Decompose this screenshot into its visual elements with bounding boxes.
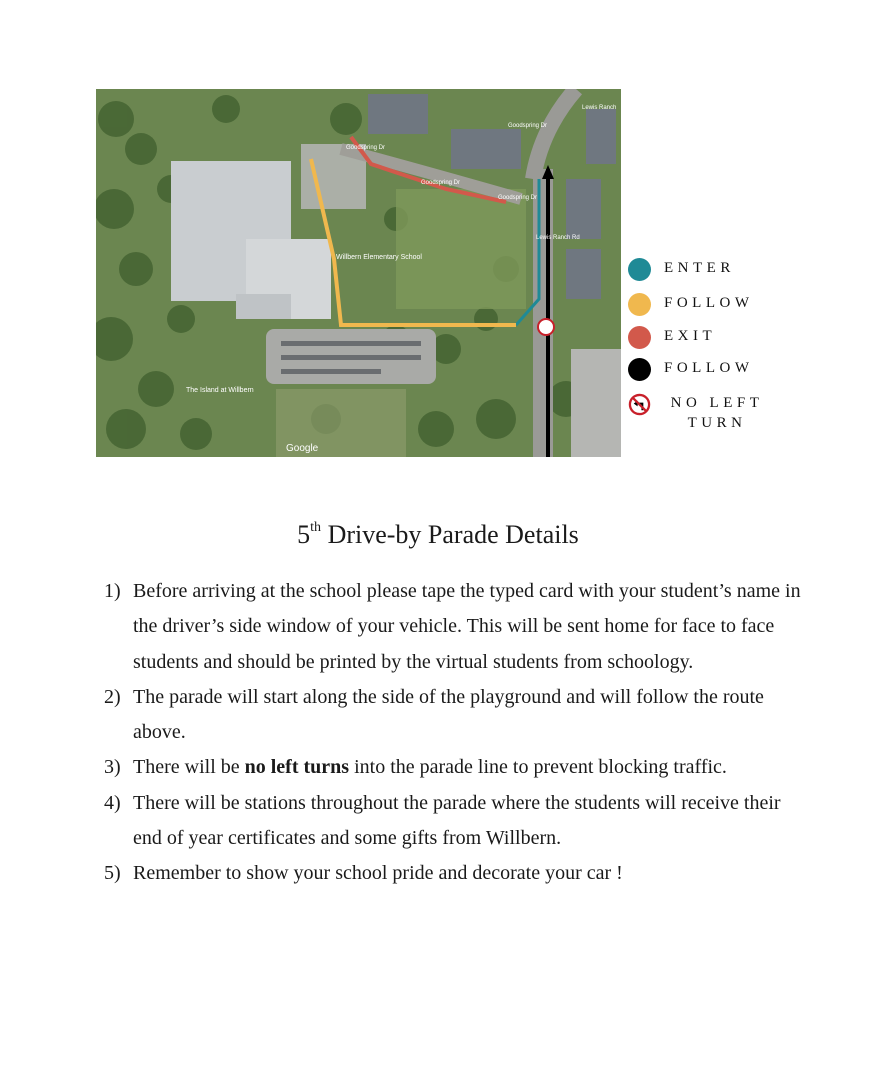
details-list <box>104 574 804 892</box>
legend-label: ENTER <box>664 260 735 276</box>
google-watermark: Google <box>286 443 319 454</box>
list-item <box>104 680 804 751</box>
title-number: 5 <box>297 520 311 549</box>
legend-label-line2: TURN <box>687 415 747 431</box>
legend-item-no-left-turn <box>628 393 777 433</box>
list-text: There will be stations throughout the parade where the students will receive their end of year certificates and some gifts from Willbern. <box>133 791 781 850</box>
list-text: The parade will start along the side of the playground and will follow the route above. <box>133 685 764 744</box>
street-label: Goodspring Dr <box>498 195 538 201</box>
legend-label: FOLLOW <box>664 360 754 376</box>
street-label: Lewis Ranch Rd <box>536 235 580 241</box>
page-title <box>0 520 876 550</box>
legend-label <box>657 393 777 433</box>
list-item <box>104 786 804 857</box>
list-text: Before arriving at the school please tape the typed card with your student’s name in the driver’s side window of your vehicle. This will be sent home for face to face students and should be printed by the virtual students from schoology. <box>133 580 801 673</box>
yellow-dot-icon <box>628 293 651 316</box>
list-item <box>104 574 804 680</box>
legend-item-follow <box>628 293 754 316</box>
list-item <box>104 856 804 891</box>
street-label: Lewis Ranch <box>582 105 617 111</box>
no-left-turns-emphasis: no left turns <box>244 756 350 779</box>
list-number: 2) <box>104 685 121 708</box>
no-left-turn-icon <box>628 393 651 421</box>
school-map-label: Willbern Elementary School <box>336 254 422 261</box>
list-text-part: into the parade line to prevent blocking traffic. <box>349 756 727 779</box>
list-item <box>104 750 804 785</box>
aerial-map <box>96 89 621 457</box>
title-text: Drive-by Parade Details <box>321 520 579 549</box>
title-superscript: th <box>310 520 322 536</box>
street-label: Goodspring Dr <box>346 145 386 151</box>
park-label: The Island at Willbern <box>186 387 254 394</box>
legend-item-exit <box>628 326 716 349</box>
list-number: 4) <box>104 791 121 814</box>
legend-label: EXIT <box>664 328 717 344</box>
black-dot-icon <box>628 358 651 381</box>
list-text <box>133 750 804 785</box>
list-text-part: There will be <box>133 756 245 779</box>
no-left-turn-marker <box>538 319 554 335</box>
teal-dot-icon <box>628 258 651 281</box>
street-label: Goodspring Dr <box>421 180 461 186</box>
list-number: 5) <box>104 862 121 885</box>
street-label: Goodspring Dr <box>508 123 548 129</box>
list-number: 3) <box>104 756 121 779</box>
red-dot-icon <box>628 326 651 349</box>
legend-label-line1: NO LEFT <box>670 395 764 411</box>
legend-label: FOLLOW <box>664 295 754 311</box>
legend-item-follow-black <box>628 358 754 381</box>
list-number: 1) <box>104 580 121 602</box>
list-text: Remember to show your school pride and decorate your car ! <box>133 862 623 885</box>
legend-item-enter <box>628 258 735 281</box>
